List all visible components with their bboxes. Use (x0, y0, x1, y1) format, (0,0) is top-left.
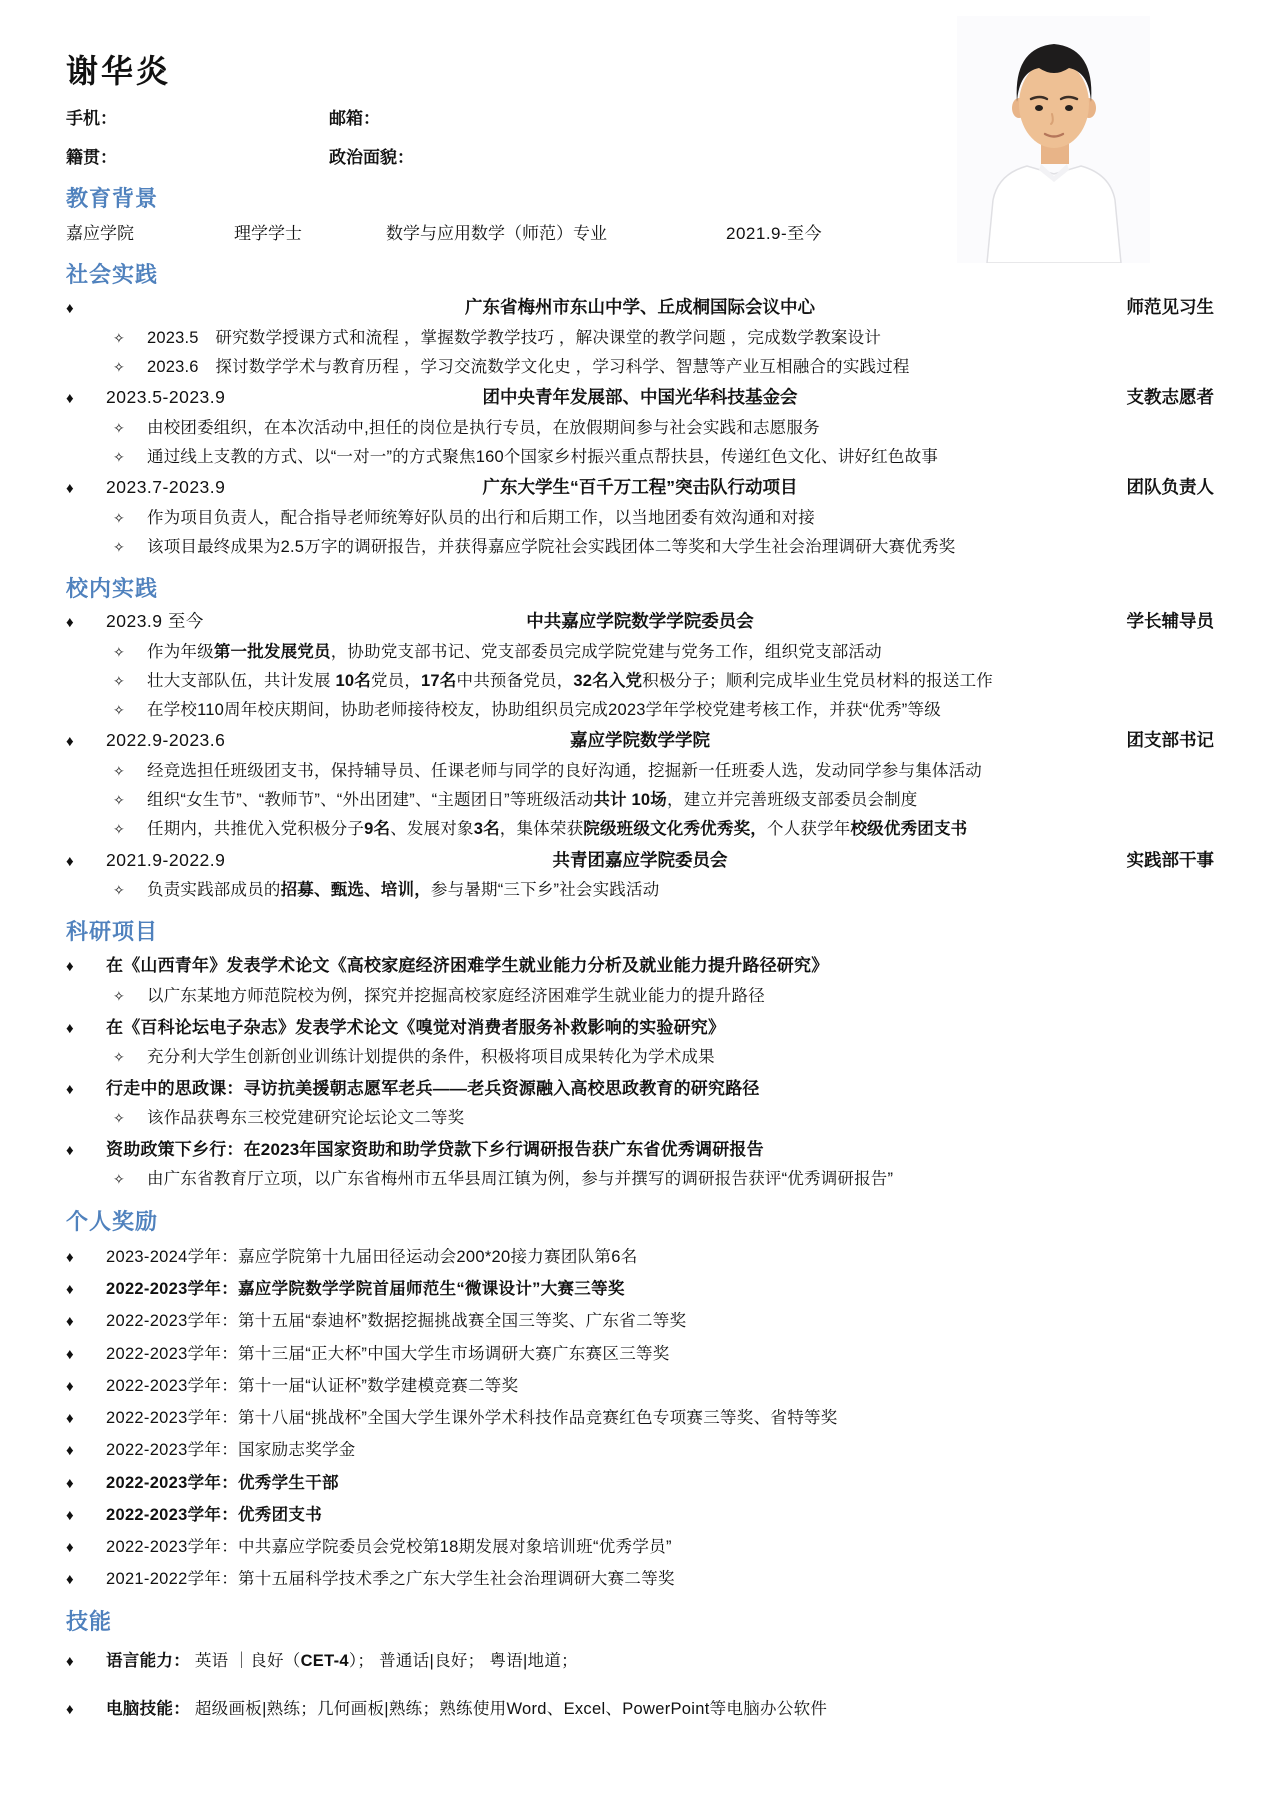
open-diamond-icon: ✧ (113, 509, 125, 526)
diamond-bullet-icon: ♦ (66, 1410, 74, 1428)
open-diamond-icon: ✧ (113, 329, 125, 346)
entry-role: 团队负责人 (1126, 477, 1214, 498)
entry-role: 实践部干事 (1126, 849, 1214, 870)
text-segment: 招募、甄选、培训， (280, 881, 431, 900)
list-item (66, 1472, 1214, 1494)
text-segment: 电脑技能： (106, 1699, 190, 1718)
text-segment: 超级画板|熟练；几何画板|熟练；熟练使用Word、Excel、PowerPoint等电脑办公软件 (190, 1699, 828, 1718)
entry-organization: 团中央青年发展部、中国光华科技基金会 (482, 387, 798, 408)
detail-bullet (66, 699, 1214, 721)
text-segment: 英语 ｜良好（ (190, 1651, 301, 1670)
item-text (106, 1536, 1214, 1558)
diamond-bullet-icon: ♦ (66, 614, 74, 632)
list-item (66, 1698, 1214, 1720)
text-segment: 2022-2023学年：优秀团支书 (106, 1505, 323, 1524)
diamond-bullet-icon: ♦ (66, 1442, 74, 1460)
bullet-text (147, 536, 1214, 558)
diamond-bullet-icon: ♦ (66, 1571, 74, 1589)
detail-bullet (66, 446, 1214, 468)
bullet-text (147, 789, 1214, 811)
project-entry (66, 1138, 1214, 1191)
text-segment: 2022-2023学年：国家励志奖学金 (106, 1441, 356, 1460)
bullet-text (147, 985, 1214, 1007)
list-item (66, 1504, 1214, 1526)
candidate-name: 谢华炎 (66, 53, 172, 89)
detail-bullet (66, 1107, 1214, 1129)
study-period: 2021.9-至今 (726, 224, 823, 243)
text-segment: 资助政策下乡行：在2023年国家资助和助学贷款下乡行调研报告获广东省优秀调研报告 (106, 1139, 764, 1159)
list-item (66, 1343, 1214, 1365)
open-diamond-icon: ✧ (113, 1049, 125, 1066)
text-segment: ，协助党支部书记、党支部委员完成学院党建与党务工作，组织党支部活动 (330, 642, 882, 661)
text-segment: ，集体荣获 (499, 820, 584, 839)
item-text (106, 1375, 1214, 1397)
contact-label: 政治面貌： (329, 148, 414, 167)
entry-role: 团支部书记 (1126, 730, 1214, 751)
text-segment: 经竞选担任班级团支书，保持辅导员、任课老师与同学的良好沟通，挖掘新一任班委人选，发动同学参与集体活动 (147, 761, 982, 780)
bullet-text (147, 356, 1214, 378)
project-header (66, 954, 1214, 978)
text-segment: 组织“女生节”、“教师节”、“外出团建”、“主题团日”等班级活动 (147, 791, 594, 810)
text-segment: 9名 (364, 820, 391, 839)
text-segment: 2022-2023学年：第十五届“泰迪杯”数据挖掘挑战赛全国三等奖、广东省二等奖 (106, 1312, 687, 1331)
detail-bullet (66, 818, 1214, 840)
list-item (66, 1310, 1214, 1332)
project-details (66, 1168, 1214, 1190)
contact-field (66, 143, 329, 168)
detail-bullet (66, 641, 1214, 663)
open-diamond-icon: ✧ (113, 702, 125, 719)
bullet-text (147, 641, 1214, 663)
item-text (106, 1310, 1214, 1332)
list-item (66, 1375, 1214, 1397)
bullet-text (147, 670, 1214, 692)
section-body (66, 1650, 1214, 1721)
text-segment: 2022-2023学年：第十一届“认证杯”数学建模竞赛二等奖 (106, 1376, 519, 1395)
section-body (66, 1246, 1214, 1591)
section-heading: 技能 (66, 1608, 113, 1634)
project-title (106, 1138, 1214, 1162)
project-details (66, 985, 1214, 1007)
text-segment: 作为年级 (147, 642, 214, 661)
diamond-bullet-icon: ♦ (66, 300, 74, 317)
open-diamond-icon: ✧ (113, 1171, 125, 1188)
text-segment: 该作品获粤东三校党建研究论坛论文二等奖 (147, 1109, 465, 1128)
project-title (106, 1016, 1214, 1040)
text-segment: 3名 (473, 820, 500, 839)
text-segment: 中共预备党员， (456, 671, 574, 690)
text-segment: 2023.6 探讨数学学术与教育历程 ，学习交流数学文化史 ，学习科学、智慧等产业互相融合的实践过程 (147, 357, 910, 376)
project-details (66, 1046, 1214, 1068)
list-item (66, 1568, 1214, 1590)
entry-details (66, 507, 1214, 559)
text-segment: 2022-2023学年：嘉应学院数学学院首届师范生“微课设计”大赛三等奖 (106, 1279, 625, 1298)
text-segment: 32名入党 (573, 671, 643, 690)
item-text (106, 1407, 1214, 1429)
resume-sections (66, 182, 1214, 1720)
entry-date: 2023.9 至今 (106, 611, 204, 632)
text-segment: 以广东某地方师范院校为例，探究并挖掘高校家庭经济困难学生就业能力的提升路径 (147, 987, 765, 1006)
degree: 理学学士 (234, 224, 302, 243)
project-title (106, 1077, 1214, 1101)
text-segment: 2022-2023学年：第十八届“挑战杯”全国大学生课外学术科技作品竞赛红色专项赛三等奖、省特等奖 (106, 1409, 838, 1428)
item-text (106, 1278, 1214, 1300)
list-item (66, 1246, 1214, 1268)
section-body (66, 954, 1214, 1190)
list-item (66, 1650, 1214, 1672)
entry-header (66, 609, 1214, 634)
entry-organization: 嘉应学院数学学院 (570, 730, 710, 751)
entry-organization: 广东大学生“百千万工程”突击队行动项目 (482, 477, 798, 498)
open-diamond-icon: ✧ (113, 538, 125, 555)
contact-field (329, 143, 889, 168)
diamond-bullet-icon: ♦ (66, 1248, 74, 1266)
diamond-bullet-icon: ♦ (66, 1345, 74, 1363)
diamond-bullet-icon: ♦ (66, 1313, 74, 1331)
entry-header (66, 385, 1214, 410)
text-segment: 语言能力： (106, 1651, 190, 1670)
diamond-bullet-icon: ♦ (66, 1539, 74, 1557)
section-heading: 个人奖励 (66, 1208, 159, 1234)
entry-date: 2023.5-2023.9 (106, 387, 226, 408)
open-diamond-icon: ✧ (113, 762, 125, 779)
open-diamond-icon: ✧ (113, 448, 125, 465)
entry-role: 师范见习生 (1126, 297, 1214, 317)
project-details (66, 1107, 1214, 1129)
section-body (66, 609, 1214, 901)
contact-label: 邮箱： (329, 109, 380, 128)
entry-details (66, 327, 1214, 379)
bullet-text (147, 1107, 1214, 1129)
resume-section (66, 915, 1214, 1190)
detail-bullet (66, 536, 1214, 558)
open-diamond-icon: ✧ (113, 672, 125, 689)
text-segment: 由校团委组织，在本次活动中,担任的岗位是执行专员，在放假期间参与社会实践和志愿服务 (147, 418, 820, 437)
portrait-illustration (957, 16, 1150, 263)
entry-header (66, 475, 1214, 500)
entry-details (66, 417, 1214, 469)
detail-bullet (66, 1168, 1214, 1190)
diamond-bullet-icon: ♦ (66, 958, 74, 976)
item-text (106, 1472, 1214, 1494)
entry-header (66, 848, 1214, 873)
text-segment: 在《山西青年》发表学术论文《高校家庭经济困难学生就业能力分析及就业能力提升路径研究》 (106, 956, 829, 976)
detail-bullet (66, 1046, 1214, 1068)
entry-details (66, 879, 1214, 901)
text-segment: 积极分子；顺利完成毕业生党员材料的报送工作 (642, 671, 993, 690)
text-segment: 在学校110周年校庆期间，协助老师接待校友，协助组织员完成2023学年学校党建考核工作，并获“优秀”等级 (147, 701, 941, 720)
bullet-text (147, 1046, 1214, 1068)
open-diamond-icon: ✧ (113, 358, 125, 375)
text-segment: 任期内，共推优入党积极分子 (147, 820, 365, 839)
open-diamond-icon: ✧ (113, 882, 125, 899)
diamond-bullet-icon: ♦ (66, 1280, 74, 1298)
detail-bullet (66, 670, 1214, 692)
text-segment: ）； 普通话|良好； 粤语|地道； (348, 1651, 578, 1670)
text-segment: 2022-2023学年：第十三届“正大杯”中国大学生市场调研大赛广东赛区三等奖 (106, 1344, 670, 1363)
open-diamond-icon: ✧ (113, 1110, 125, 1127)
diamond-bullet-icon: ♦ (66, 480, 74, 498)
item-text (106, 1650, 1214, 1672)
text-segment: 壮大支部队伍，共计发展 (147, 671, 336, 690)
text-segment: 该项目最终成果为2.5万字的调研报告，并获得嘉应学院社会实践团体二等奖和大学生社会治理调研大赛优秀奖 (147, 537, 956, 556)
experience-entry (66, 728, 1214, 840)
resume-section (66, 1605, 1214, 1721)
project-header (66, 1016, 1214, 1040)
entry-date: 2022.9-2023.6 (106, 730, 226, 751)
contact-label: 籍贯： (66, 148, 117, 167)
bullet-text (147, 760, 1214, 782)
contact-label: 手机： (66, 109, 117, 128)
entry-organization: 共青团嘉应学院委员会 (552, 849, 728, 870)
entry-details (66, 641, 1214, 722)
diamond-bullet-icon: ♦ (66, 1019, 74, 1037)
experience-entry (66, 848, 1214, 902)
text-segment: 校级优秀团支书 (850, 820, 968, 839)
entry-organization: 广东省梅州市东山中学、丘成桐国际会议中心 (465, 297, 815, 317)
project-header (66, 1077, 1214, 1101)
resume-section (66, 572, 1214, 901)
bullet-text (147, 1168, 1214, 1190)
bullet-text (147, 417, 1214, 439)
item-text (106, 1343, 1214, 1365)
text-segment: 2022-2023学年：优秀学生干部 (106, 1473, 339, 1492)
resume-section (66, 1205, 1214, 1591)
project-entry (66, 1016, 1214, 1069)
project-title (106, 954, 1214, 978)
list-item (66, 1407, 1214, 1429)
text-segment: 充分利大学生创新创业训练计划提供的条件，积极将项目成果转化为学术成果 (147, 1048, 715, 1067)
text-segment: 参与暑期“三下乡”社会实践活动 (430, 881, 660, 900)
experience-entry (66, 295, 1214, 378)
open-diamond-icon: ✧ (113, 821, 125, 838)
list-item (66, 1536, 1214, 1558)
profile-photo (957, 16, 1150, 263)
item-text (106, 1246, 1214, 1268)
diamond-bullet-icon: ♦ (66, 1652, 74, 1670)
detail-bullet (66, 507, 1214, 529)
text-segment: ，建立并完善班级支部委员会制度 (667, 791, 918, 810)
bullet-text (147, 327, 1214, 349)
entry-header (66, 728, 1214, 753)
section-body (66, 295, 1214, 558)
diamond-bullet-icon: ♦ (66, 852, 74, 870)
diamond-bullet-icon: ♦ (66, 1377, 74, 1395)
text-segment: 2023.5 研究数学授课方式和流程 ，掌握数学教学技巧 ，解决课堂的教学问题 ，完成数学教案设计 (147, 328, 882, 347)
school-name: 嘉应学院 (66, 224, 134, 243)
project-entry (66, 1077, 1214, 1130)
detail-bullet (66, 985, 1214, 1007)
major: 数学与应用数学（师范）专业 (386, 224, 607, 243)
text-segment: 作为项目负责人，配合指导老师统筹好队员的出行和后期工作，以当地团委有效沟通和对接 (147, 508, 815, 527)
text-segment: 2022-2023学年：中共嘉应学院委员会党校第18期发展对象培训班“优秀学员” (106, 1538, 672, 1557)
open-diamond-icon: ✧ (113, 643, 125, 660)
bullet-text (147, 879, 1214, 901)
diamond-bullet-icon: ♦ (66, 1080, 74, 1098)
detail-bullet (66, 879, 1214, 901)
entry-organization: 中共嘉应学院数学学院委员会 (526, 611, 754, 632)
detail-bullet (66, 760, 1214, 782)
section-heading: 教育背景 (66, 186, 159, 211)
detail-bullet (66, 417, 1214, 439)
diamond-bullet-icon: ♦ (66, 1141, 74, 1159)
item-text (106, 1504, 1214, 1526)
text-segment: CET-4 (300, 1651, 349, 1670)
experience-entry (66, 385, 1214, 468)
diamond-bullet-icon: ♦ (66, 390, 74, 408)
text-segment: 、发展对象 (390, 820, 474, 839)
item-text (106, 1698, 1214, 1720)
text-segment: 由广东省教育厅立项，以广东省梅州市五华县周江镇为例，参与并撰写的调研报告获评“优秀调研报告” (147, 1170, 894, 1189)
text-segment: 17名 (421, 671, 457, 690)
bullet-text (147, 507, 1214, 529)
item-text (106, 1568, 1214, 1590)
list-item (66, 1278, 1214, 1300)
open-diamond-icon: ✧ (113, 988, 125, 1005)
list-item (66, 1439, 1214, 1461)
text-segment: 在《百科论坛电子杂志》发表学术论文《嗅觉对消费者服务补救影响的实验研究》 (106, 1017, 726, 1037)
bullet-text (147, 818, 1214, 840)
text-segment: 2023-2024学年：嘉应学院第十九届田径运动会200*20接力赛团队第6名 (106, 1247, 638, 1266)
entry-details (66, 760, 1214, 841)
diamond-bullet-icon: ♦ (66, 1700, 74, 1718)
text-segment: 院级班级文化秀优秀奖， (583, 820, 767, 839)
experience-entry (66, 475, 1214, 558)
bullet-text (147, 446, 1214, 468)
bullet-text (147, 699, 1214, 721)
text-segment: 通过线上支教的方式、以“一对一”的方式聚焦160个国家乡村振兴重点帮扶县，传递红色文化、讲好红色故事 (147, 447, 939, 466)
text-segment: 党员， (370, 671, 422, 690)
text-segment: 第一批发展党员 (213, 642, 331, 661)
entry-date: 2023.7-2023.9 (106, 477, 226, 498)
text-segment: 共计 10场 (593, 791, 667, 810)
entry-header (66, 295, 1214, 320)
contact-field (329, 104, 889, 129)
entry-role: 学长辅导员 (1126, 611, 1214, 632)
item-text (106, 1439, 1214, 1461)
open-diamond-icon: ✧ (113, 792, 125, 809)
text-segment: 负责实践部成员的 (147, 881, 281, 900)
text-segment: 个人获学年 (766, 820, 851, 839)
section-heading: 校内实践 (66, 576, 159, 602)
entry-date: 2021.9-2022.9 (106, 849, 226, 870)
resume-section (66, 258, 1214, 558)
detail-bullet (66, 327, 1214, 349)
open-diamond-icon: ✧ (113, 419, 125, 436)
diamond-bullet-icon: ♦ (66, 733, 74, 751)
text-segment: 行走中的思政课：寻访抗美援朝志愿军老兵——老兵资源融入高校思政教育的研究路径 (106, 1078, 760, 1098)
section-heading: 科研项目 (66, 919, 159, 945)
detail-bullet (66, 356, 1214, 378)
project-header (66, 1138, 1214, 1162)
diamond-bullet-icon: ♦ (66, 1506, 74, 1524)
text-segment: 2021-2022学年：第十五届科学技术季之广东大学生社会治理调研大赛二等奖 (106, 1570, 675, 1589)
detail-bullet (66, 789, 1214, 811)
section-heading: 社会实践 (66, 262, 159, 287)
project-entry (66, 954, 1214, 1007)
contact-field (66, 104, 329, 129)
diamond-bullet-icon: ♦ (66, 1474, 74, 1492)
experience-entry (66, 609, 1214, 721)
entry-role: 支教志愿者 (1126, 387, 1214, 408)
text-segment: 10名 (335, 671, 371, 690)
